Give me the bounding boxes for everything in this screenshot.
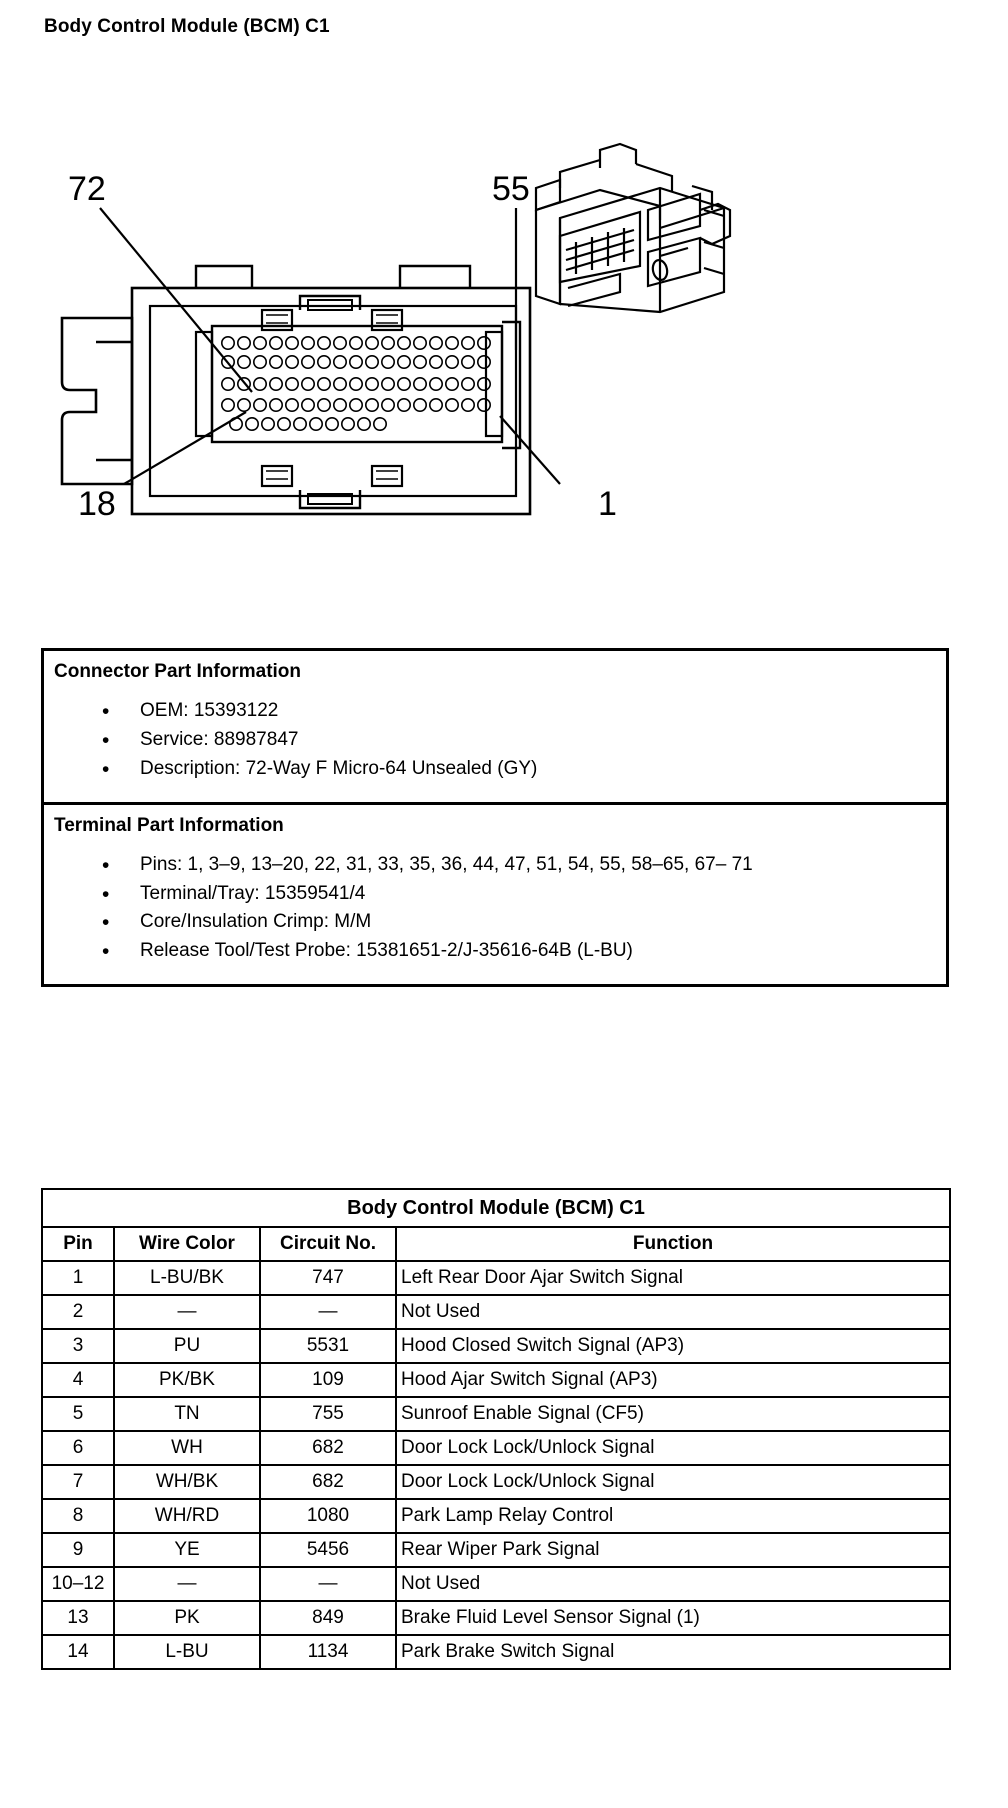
terminal-part-information-heading: Terminal Part Information [54,814,284,836]
column-header-circuit-no: Circuit No. [260,1227,396,1261]
pin-table [41,1188,951,1670]
cell-function: Park Lamp Relay Control [396,1499,950,1533]
connector-part-information-heading: Connector Part Information [54,661,302,682]
cell-function: Not Used [396,1567,950,1601]
cell-circuit: 755 [260,1397,396,1431]
cell-function: Rear Wiper Park Signal [396,1533,950,1567]
terminal-part-information-section [44,802,946,967]
cell-wire: WH/BK [114,1465,260,1499]
list-item: • Core/Insulation Crimp: M/M [102,908,946,937]
callout-1: 1 [598,485,617,523]
cell-pin: 13 [42,1601,114,1635]
cell-pin: 7 [42,1465,114,1499]
table-row [42,1431,950,1465]
cell-wire: PK/BK [114,1363,260,1397]
pin-table-container [41,1188,949,1670]
cell-pin: 2 [42,1295,114,1329]
cell-wire: — [114,1295,260,1329]
cell-wire: PK [114,1601,260,1635]
cell-circuit: 1134 [260,1635,396,1669]
table-header-row [42,1227,950,1261]
table-title-row [42,1189,950,1227]
cell-circuit: 5531 [260,1329,396,1363]
cell-function: Brake Fluid Level Sensor Signal (1) [396,1601,950,1635]
cell-pin: 10–12 [42,1567,114,1601]
cell-circuit: 682 [260,1431,396,1465]
cell-wire: WH [114,1431,260,1465]
cell-circuit: 747 [260,1261,396,1295]
cell-pin: 9 [42,1533,114,1567]
cell-function: Not Used [396,1295,950,1329]
cell-wire: — [114,1567,260,1601]
table-row [42,1635,950,1669]
cell-function: Sunroof Enable Signal (CF5) [396,1397,950,1431]
table-row [42,1397,950,1431]
cell-pin: 6 [42,1431,114,1465]
cell-function: Park Brake Switch Signal [396,1635,950,1669]
connector-figure [0,60,1008,580]
cell-pin: 14 [42,1635,114,1669]
table-row [42,1601,950,1635]
cell-circuit: 682 [260,1465,396,1499]
cell-function: Left Rear Door Ajar Switch Signal [396,1261,950,1295]
column-header-function: Function [396,1227,950,1261]
cell-function: Hood Ajar Switch Signal (AP3) [396,1363,950,1397]
cell-circuit: — [260,1567,396,1601]
list-item: • Terminal/Tray: 15359541/4 [102,880,946,909]
cell-wire: PU [114,1329,260,1363]
list-item: • Pins: 1, 3–9, 13–20, 22, 31, 33, 35, 36, 44, 47, 51, 54, 55, 58–65, 67– 71 [102,851,946,880]
table-row [42,1295,950,1329]
cell-circuit: 1080 [260,1499,396,1533]
cell-wire: WH/RD [114,1499,260,1533]
table-row [42,1533,950,1567]
connector-part-information-section [44,651,946,784]
cell-pin: 1 [42,1261,114,1295]
cell-wire: YE [114,1533,260,1567]
cell-function: Door Lock Lock/Unlock Signal [396,1431,950,1465]
pin-table-title: Body Control Module (BCM) C1 [42,1189,950,1227]
callout-72: 72 [68,170,106,208]
cell-wire: L-BU [114,1635,260,1669]
column-header-wire-color: Wire Color [114,1227,260,1261]
list-item: • OEM: 15393122 [102,697,946,726]
cell-pin: 4 [42,1363,114,1397]
table-row [42,1499,950,1533]
part-information-block [41,648,949,987]
table-row [42,1465,950,1499]
callout-55: 55 [492,170,530,208]
cell-pin: 3 [42,1329,114,1363]
cell-wire: L-BU/BK [114,1261,260,1295]
connector-part-information-list [44,697,946,784]
callout-18: 18 [78,485,116,523]
table-row [42,1567,950,1601]
table-row [42,1329,950,1363]
page-title: Body Control Module (BCM) C1 [44,16,330,37]
terminal-part-information-list [44,851,946,967]
cell-pin: 5 [42,1397,114,1431]
list-item: • Description: 72-Way F Micro-64 Unsealed (GY) [102,755,946,784]
cell-circuit: 849 [260,1601,396,1635]
table-row [42,1261,950,1295]
cell-pin: 8 [42,1499,114,1533]
cell-circuit: — [260,1295,396,1329]
cell-function: Hood Closed Switch Signal (AP3) [396,1329,950,1363]
cell-circuit: 109 [260,1363,396,1397]
table-row [42,1363,950,1397]
cell-wire: TN [114,1397,260,1431]
cell-circuit: 5456 [260,1533,396,1567]
list-item: • Release Tool/Test Probe: 15381651-2/J-35616-64B (L-BU) [102,937,946,966]
cell-function: Door Lock Lock/Unlock Signal [396,1465,950,1499]
list-item: • Service: 88987847 [102,726,946,755]
column-header-pin: Pin [42,1227,114,1261]
